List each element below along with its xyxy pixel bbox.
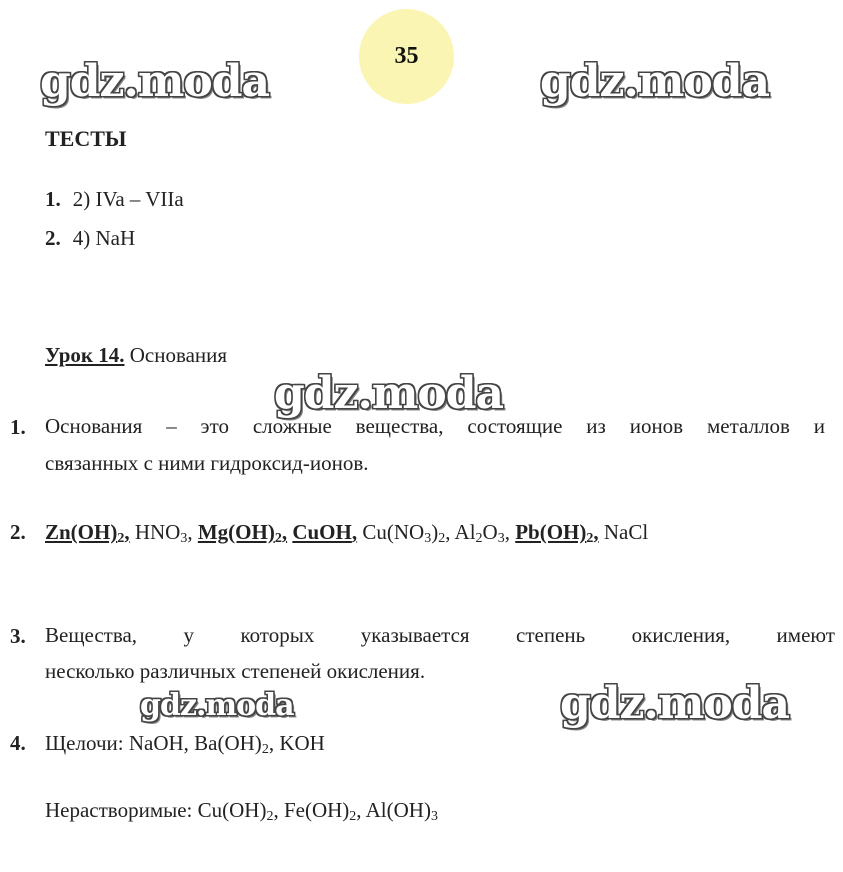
formula-tail: ,	[183, 731, 195, 755]
formula	[362, 520, 450, 544]
page-number-badge	[359, 9, 454, 104]
watermark: gdz.moda	[560, 678, 790, 729]
question-number-2: 2.	[10, 520, 26, 544]
formula-tail: ,	[273, 798, 284, 822]
formula-subscript: 2	[117, 531, 125, 546]
formula-tail: ,	[504, 520, 510, 544]
formula	[284, 798, 366, 822]
formula	[455, 520, 510, 544]
test-answer-2	[45, 226, 135, 251]
formula	[194, 731, 279, 755]
question-3-line-2: несколько различных степеней окисления.	[45, 659, 426, 683]
formula-text: Zn(OH)	[45, 520, 118, 544]
question-number-4: 4.	[10, 731, 26, 755]
formula	[198, 798, 284, 822]
tests-heading: ТЕСТЫ	[45, 126, 127, 151]
lesson-topic: Основания	[124, 343, 228, 367]
formula-subscript: 3	[180, 531, 188, 546]
formula-subscript: 2	[274, 531, 282, 546]
test-answer-text: 4) NaH	[72, 226, 136, 250]
alkali-label: Щелочи:	[45, 731, 129, 755]
formula	[604, 520, 648, 544]
formula-tail: ,	[187, 520, 193, 544]
watermark: gdz.moda	[540, 56, 770, 107]
formula-text: Mg(OH)	[197, 520, 275, 544]
formula-tail: ,	[124, 520, 130, 544]
formula-text: KOH	[279, 731, 325, 755]
formula	[292, 520, 357, 544]
formula-tail: ,	[268, 731, 280, 755]
formula-subscript: 3	[430, 809, 438, 824]
formula-subscript: 3	[424, 531, 432, 546]
question-2-formulas	[45, 520, 648, 545]
formula	[45, 520, 130, 544]
question-3-line-1: Вещества, у которых указывается степень окисления, имеют	[45, 623, 835, 647]
formula-text: Al	[454, 520, 476, 544]
insoluble-label: Нерастворимые:	[45, 798, 198, 822]
question-number-3: 3.	[10, 624, 26, 648]
formula-subscript: 2	[438, 531, 446, 546]
lesson-number: Урок 14.	[45, 343, 125, 367]
formula-tail: ,	[281, 520, 288, 544]
formula-subscript: 2	[586, 531, 594, 546]
formula	[198, 520, 287, 544]
formula-text: NaCl	[603, 520, 649, 544]
insoluble-line	[45, 798, 438, 823]
lesson-heading	[45, 343, 227, 368]
watermark: gdz.moda	[40, 56, 270, 107]
formula-tail: ,	[351, 520, 358, 544]
question-1-line-1: Основания – это сложные вещества, состоящие из ионов металлов и	[45, 414, 825, 438]
formula-subscript: 2	[475, 531, 483, 546]
formula-text: Fe(OH)	[283, 798, 350, 822]
formula-tail: )	[431, 520, 439, 544]
alkali-line	[45, 731, 325, 756]
formula-subscript: 3	[497, 531, 505, 546]
formula	[515, 520, 598, 544]
formula	[129, 731, 194, 755]
formula-text: Ba(OH)	[194, 731, 262, 755]
formula-subscript: 2	[349, 809, 357, 824]
watermark: gdz.moda	[140, 688, 294, 723]
formula-text: NaOH	[128, 731, 184, 755]
alkali-list	[129, 731, 325, 755]
test-number: 1.	[45, 187, 61, 211]
question-1-line-2: связанных с ними гидроксид-ионов.	[45, 451, 369, 475]
question-number-1: 1.	[10, 415, 26, 439]
formula	[135, 520, 193, 544]
formula-text: Pb(OH)	[515, 520, 587, 544]
test-answer-text: 2) IVa – VIIa	[72, 187, 184, 211]
formula-tail: ,	[445, 520, 451, 544]
watermark: gdz.moda	[274, 368, 504, 419]
formula-text: HNO	[134, 520, 181, 544]
formula-tail: O	[482, 520, 498, 544]
formula-tail: ,	[593, 520, 599, 544]
formula-text: Al(OH)	[365, 798, 431, 822]
insoluble-list	[198, 798, 438, 822]
formula-subscript: 2	[266, 809, 274, 824]
formula-subscript: 2	[261, 742, 269, 757]
formula-text: CuOH	[292, 520, 352, 544]
formula	[279, 731, 325, 755]
test-number: 2.	[45, 226, 61, 250]
formula	[366, 798, 438, 822]
formula-tail: ,	[356, 798, 366, 822]
test-answer-1	[45, 187, 184, 212]
formula-text: Cu(NO	[362, 520, 425, 544]
page-number: 35	[394, 43, 419, 69]
formula-text: Cu(OH)	[197, 798, 267, 822]
